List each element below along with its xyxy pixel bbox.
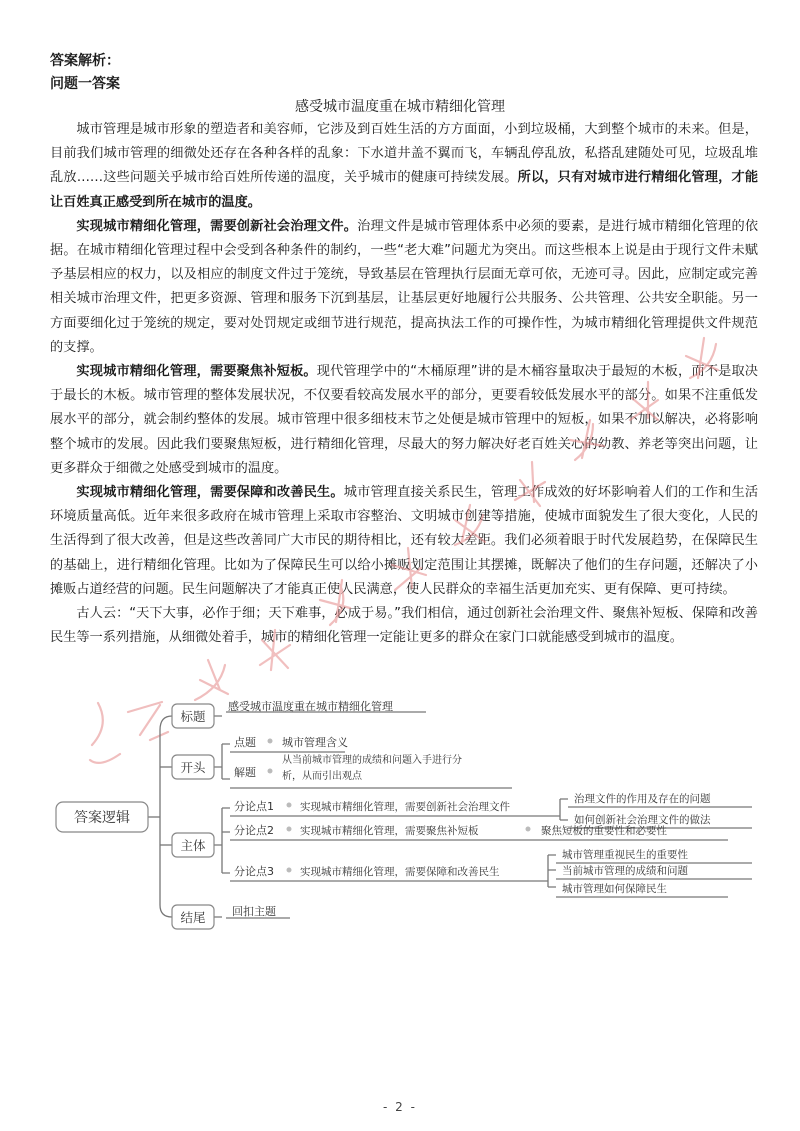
sub-point-3-leaf-2: 当前城市管理的成绩和问题: [562, 865, 688, 877]
paragraph-4-text: 城市管理直接关系民生，管理工作成效的好坏影响着人们的工作和生活环境质量高低。近年来很多政府在城市管理上采取市容整治、文明城市创建等措施，使城市面貌发生了很大变化，人民的生活得到了很大改善，但是这些改善同广大市民的期待相比，还有较大差距。我们必须着眼于时代发展趋势，在保障民生的基础上，进行精细化管理。比如为了保障民生可以给小摊贩划定范围让其摆摊，既解决了他们的生存问题，还解决了小摊贩占道经营的问题。民生问题解决了才能真正使人民满意，使人民群众的幸福生活更加充实、更有保障、更可持续。: [50, 485, 759, 597]
sub-point-3-leaf-1: 城市管理重视民生的重要性: [562, 849, 688, 861]
sub-point-1-text: 实现城市精细化管理，需要创新社会治理文件: [300, 801, 510, 813]
ending-text: 回扣主题: [232, 905, 276, 918]
answer-analysis-label: 答案解析：: [50, 53, 120, 69]
sub-point-1-leaf-1: 治理文件的作用及存在的问题: [574, 793, 711, 805]
paragraph-4-point: 实现城市精细化管理，需要保障和改善民生。: [76, 485, 344, 501]
point-label: 点题: [234, 736, 256, 749]
sub-point-3-leaf-3: 城市管理如何保障民生: [562, 883, 667, 895]
explain-line-2: 析，从而引出观点: [282, 771, 362, 782]
title-text: 感受城市温度重在城市精细化管理: [228, 700, 393, 713]
sub-point-1-leaf-2: 如何创新社会治理文件的做法: [574, 814, 711, 826]
sub-point-3-label: 分论点3: [234, 865, 274, 878]
sub-point-1-label: 分论点1: [234, 800, 274, 813]
essay-title: 感受城市温度重在城市精细化管理: [295, 99, 505, 115]
sub-point-2-leaf: 聚焦短板的重要性和必要性: [541, 825, 667, 837]
point-text: 城市管理含义: [282, 736, 348, 749]
sub-point-2-label: 分论点2: [234, 824, 274, 837]
paragraph-3-point: 实现城市精细化管理，需要聚焦补短板。: [76, 364, 317, 380]
node-ending: 结尾: [180, 910, 206, 925]
page-number: - 2 -: [383, 1100, 417, 1114]
paragraph-1-text: 城市管理是城市形象的塑造者和美容师，它涉及到百姓生活的方方面面，小到垃圾桶，大到整个城市的未来。但是，目前我们城市管理的细微处还存在各种各样的乱象：下水道井盖不翼而飞，车辆乱停乱放，私搭乱建随处可见，垃圾乱堆乱放……这些问题关乎城市给百姓所传递的温度，关乎城市的健康可持续发展。: [50, 122, 758, 186]
paragraph-2-point: 实现城市精细化管理，需要创新社会治理文件。: [76, 218, 358, 234]
explain-label: 解题: [234, 766, 256, 779]
question-one-label: 问题一答案: [50, 76, 120, 92]
paragraph-5-text: 古人云：“天下大事，必作于细；天下难事，必成于易。”我们相信，通过创新社会治理文件、聚焦补短板、保障和改善民生等一系列措施，从细微处着手，城市的精细化管理一定能让更多的群众在家门口就能感受到城市的温度。: [50, 606, 758, 646]
sub-point-3-text: 实现城市精细化管理，需要保障和改善民生: [300, 866, 500, 878]
node-title: 标题: [180, 709, 206, 724]
paragraph-3-text: 现代管理学中的“木桶原理”讲的是木桶容量取决于最短的木板，而不是取决于最长的木板。城市管理的整体发展状况，不仅要看较高发展水平的部分，更要看较低发展水平的部分。如果不注重低发展水平的部分，就会制约整体的发展。城市管理中很多细枝末节之处便是城市管理中的短板，如果不加以解决，必将影响整个城市的发展。因此我们要聚焦短板，进行精细化管理，尽最大的努力解决好老百姓关心的幼教、养老等突出问题，让更多群众于细微之处感受到城市的温度。: [50, 364, 758, 476]
paragraph-2-text: 治理文件是城市管理体系中必须的要素，是进行城市精细化管理的依据。在城市精细化管理过程中会受到各种条件的制约，一些“老大难”问题尤为突出。而这些根本上说是由于现行文件未赋予基层相应的权力，以及相应的制度文件过于笼统，导致基层在管理执行层面无章可依，无迹可寻。因此，应制定或完善相关城市治理文件，把更多资源、管理和服务下沉到基层，让基层更好地履行公共服务、公共管理、公共安全职能。另一方面要细化过于笼统的规定，要对处罚规定或细节进行规范，提高执法工作的可操作性，为城市精细化管理提供文件规范的支撑。: [50, 218, 759, 355]
paragraph-1-thesis: 所以，只有对城市进行精细化管理，才能让百姓真正感受到所在城市的温度。: [50, 170, 759, 210]
explain-line-1: 从当前城市管理的成绩和问题入手进行分: [282, 755, 462, 766]
sub-point-2-text: 实现城市精细化管理，需要聚焦补短板: [300, 825, 479, 837]
node-body: 主体: [180, 838, 206, 853]
node-opening: 开头: [180, 760, 206, 775]
mindmap-root: 答案逻辑: [74, 810, 130, 826]
